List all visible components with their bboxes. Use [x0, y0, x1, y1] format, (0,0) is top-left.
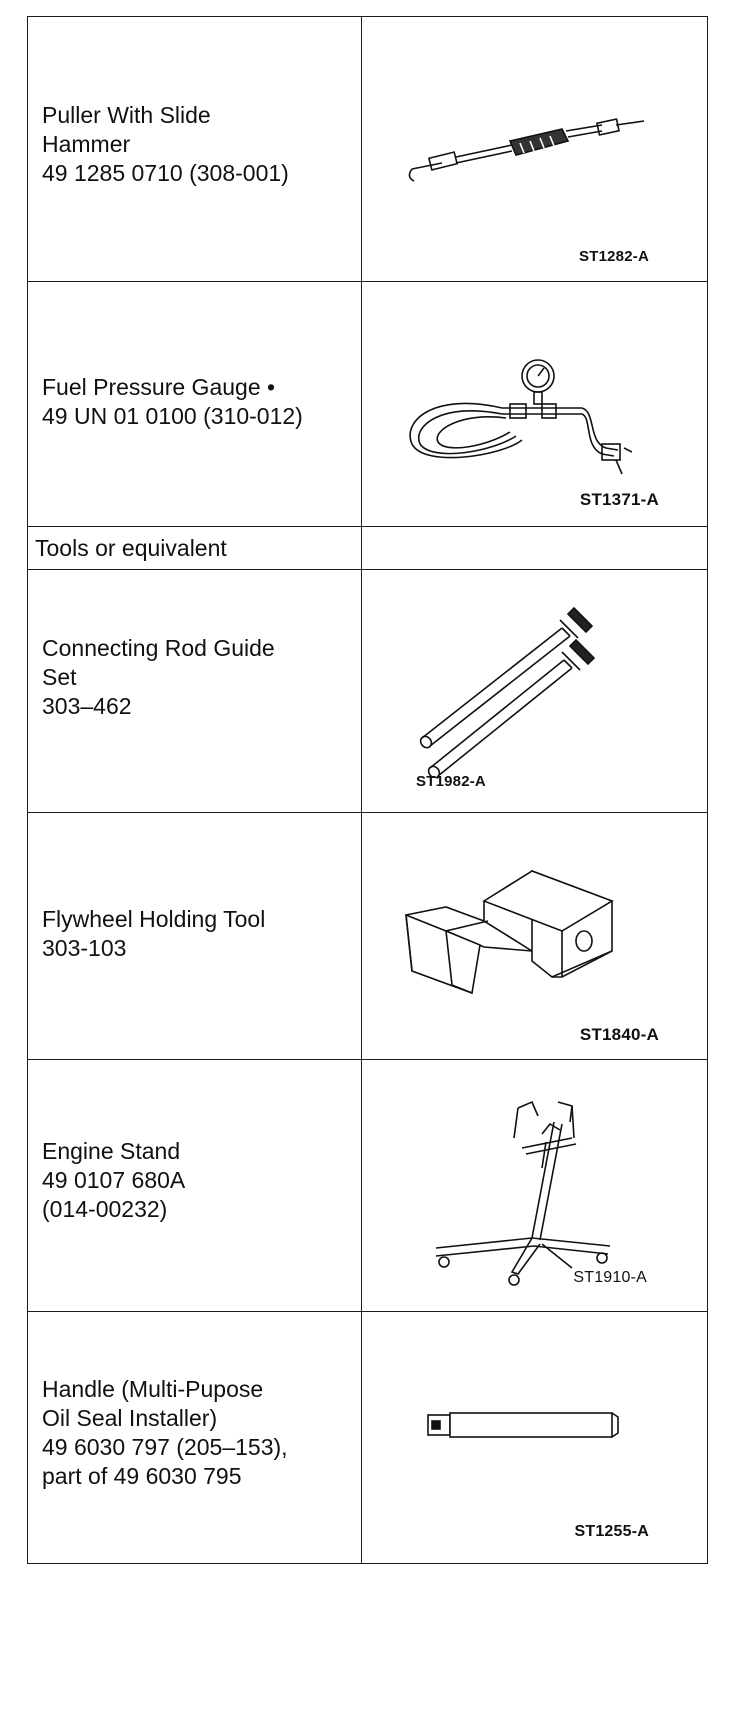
seal-installer-handle-icon — [422, 1407, 632, 1447]
tool-part-number: 303–462 — [42, 692, 132, 719]
tool-name-line: Fuel Pressure Gauge • — [42, 374, 276, 400]
tool-part-number: 49 0107 680A — [42, 1167, 186, 1193]
tool-name-line: Handle (Multi-Pupose — [42, 1375, 264, 1402]
table-row — [28, 17, 708, 282]
illustration-code: ST1255-A — [574, 1523, 649, 1540]
tool-name-line: Hammer — [42, 130, 131, 157]
tool-illustration-cell — [362, 570, 708, 813]
special-tools-table — [27, 16, 708, 1564]
tool-part-number: 49 1285 0710 (308-001) — [42, 159, 289, 186]
illustration-code: ST1982-A — [416, 773, 486, 790]
tool-name-cell — [28, 570, 362, 813]
empty-cell — [362, 527, 708, 570]
table-row — [28, 282, 708, 527]
table-row — [28, 570, 708, 813]
tool-name-cell — [28, 813, 362, 1060]
table-row — [28, 1312, 708, 1564]
table-row — [28, 1060, 708, 1312]
tool-name-cell — [28, 282, 362, 527]
illustration-code: ST1282-A — [579, 248, 649, 265]
tool-name-line: Engine Stand — [42, 1138, 181, 1164]
tool-name-line: Puller With Slide — [42, 101, 211, 128]
engine-stand-icon — [422, 1098, 622, 1288]
tool-illustration-cell — [362, 282, 708, 527]
tool-illustration-cell — [362, 17, 708, 282]
tool-name-line: Connecting Rod Guide — [42, 634, 275, 661]
tool-part-number: 303-103 — [42, 935, 127, 961]
illustration-code: ST1371-A — [579, 490, 659, 509]
connecting-rod-guide-set-icon — [412, 588, 622, 778]
section-header-cell — [28, 527, 362, 570]
tool-illustration-cell — [362, 1312, 708, 1564]
tool-name-cell — [28, 17, 362, 282]
flywheel-holding-tool-icon — [402, 861, 632, 1011]
tool-part-number: (014-00232) — [42, 1196, 168, 1222]
tool-name-line: Set — [42, 663, 77, 690]
fuel-pressure-gauge-icon — [392, 352, 632, 482]
tool-name-line: Flywheel Holding Tool — [42, 906, 266, 932]
tool-name-cell — [28, 1312, 362, 1564]
illustration-code: ST1910-A — [573, 1269, 647, 1286]
slide-hammer-puller-icon — [402, 107, 662, 197]
tool-part-number: 49 UN 01 0100 (310-012) — [42, 403, 303, 429]
tool-name-cell — [28, 1060, 362, 1312]
table-row — [28, 813, 708, 1060]
section-header: Tools or equivalent — [35, 535, 227, 561]
table-row — [28, 527, 708, 570]
tool-part-number: part of 49 6030 795 — [42, 1462, 242, 1489]
tool-part-number: 49 6030 797 (205–153), — [42, 1433, 288, 1460]
tool-illustration-cell — [362, 1060, 708, 1312]
tool-illustration-cell — [362, 813, 708, 1060]
illustration-code: ST1840-A — [579, 1025, 659, 1044]
tool-name-line: Oil Seal Installer) — [42, 1404, 218, 1431]
